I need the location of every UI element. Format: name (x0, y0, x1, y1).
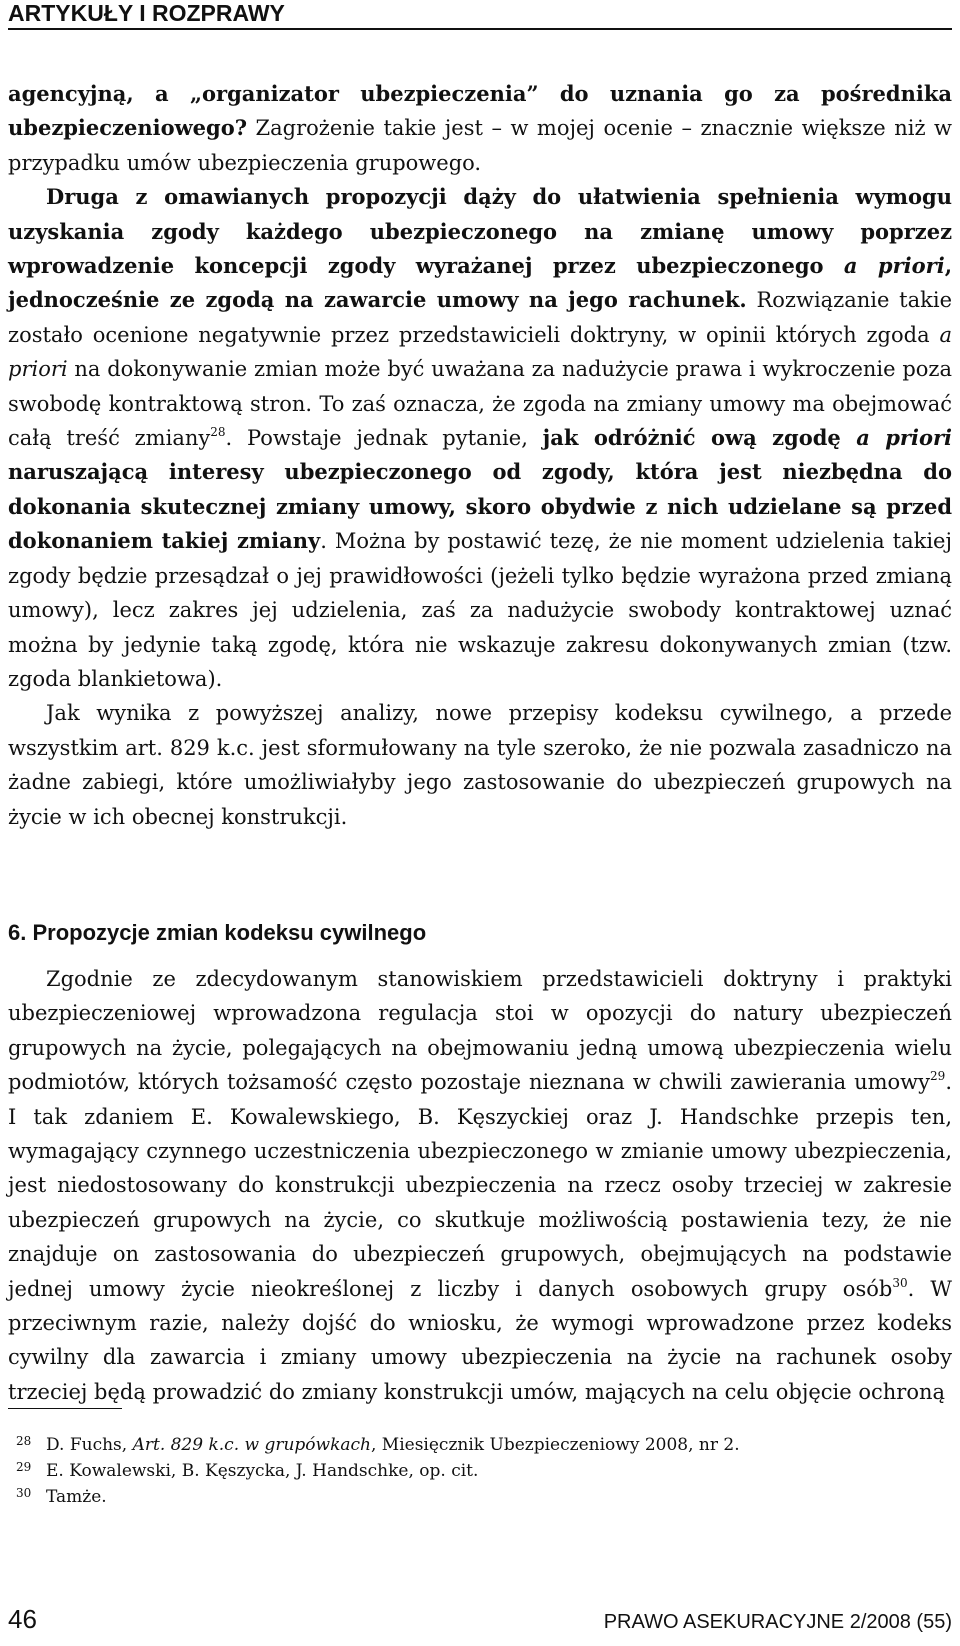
footnote-number: 30 (16, 1486, 32, 1500)
footnote-text-plain: Tamże. (46, 1487, 107, 1507)
bold-text: jak odróżnić ową zgodę (542, 425, 857, 451)
footnote-ref[interactable]: 30 (892, 1275, 908, 1290)
footnote (8, 1432, 952, 1458)
footnote (8, 1458, 952, 1484)
footnote-number: 28 (16, 1434, 32, 1448)
paragraph (8, 77, 952, 180)
body-text-bottom (8, 962, 952, 1409)
bold-italic-text: a priori (856, 425, 952, 451)
text: . Powstaje jednak pytanie, (225, 426, 543, 451)
footnote-number: 29 (16, 1460, 32, 1474)
paragraph (8, 180, 952, 696)
footnote-text-plain: E. Kowalewski, B. Kęszycka, J. Handschke, op. cit. (46, 1461, 479, 1481)
footnote-text-plain: , Miesięcznik Ubezpieczeniowy 2008, nr 2. (371, 1435, 740, 1455)
text: . I tak zdaniem E. Kowalewskiego, B. Kęszyckiej oraz J. Handschke przepis ten, wymagający czynnego uczestniczenia ubezpieczonego w zmianie umowy ubezpieczenia, jest niedostosowany do konstrukcji ubezpieczenia na rzecz osoby trzeciej w zakresie ubezpieczeń grupowych na życie, co skutkuje możliwością postawienia tezy, że nie znajduje on zastosowania do ubezpieczeń grupowych, obejmujących na podstawie jednej umowy życie nieokreślonej z liczby i danych osobowych grupy osób (8, 1070, 952, 1301)
text: . Można by postawić tezę, że nie moment udzielenia takiej zgody będzie przesądzał o jej prawidłowości (jeżeli tylko będzie wyrażona przed zmianą umowy), lecz zakres jej udzielenia, zaś za nadużycie swobody kontraktowej uznać można by jedynie taką zgodę, która nie wskazuje zakresu dokonywanych zmian (tzw. zgoda blankietowa). (8, 529, 952, 691)
footnote-text (46, 1484, 952, 1510)
footnote-text-italic: Art. 829 k.c. w grupówkach (132, 1435, 371, 1455)
section-heading: 6. Propozycje zmian kodeksu cywilnego (8, 920, 427, 945)
footnote-ref[interactable]: 29 (930, 1069, 946, 1084)
bold-text: agencyjną, a „organizator ubezpieczenia” do uznania go za pośrednika ubezpieczeniowego? (8, 81, 952, 141)
text: Rozwiązanie takie zostało ocenione negatywnie przez przedstawicieli doktryny, w opinii których zgoda (8, 288, 952, 347)
footnotes (8, 1432, 952, 1510)
bold-text: , jednocześnie ze zgodą na zawarcie umowy na jego rachunek. (8, 253, 952, 313)
paragraph (8, 696, 952, 834)
italic-text: a priori (8, 322, 952, 382)
text: Zgodnie ze zdecydowanym stanowiskiem przedstawicieli doktryny i praktyki ubezpieczeniowej wprowadzona regulacja stoi w opozycji do natury ubezpieczeń grupowych na życie, polegających na obejmowaniu jedną umową ubezpieczenia wielu podmiotów, których tożsamość często pozostaje nieznana w chwili zawierania umowy (8, 967, 952, 1095)
footnote-text (46, 1432, 952, 1458)
page-number: 46 (8, 1604, 37, 1634)
body-text-top (8, 77, 952, 834)
paragraph (8, 962, 952, 1409)
running-header: ARTYKUŁY I ROZPRAWY (8, 0, 952, 30)
journal-name: PRAWO ASEKURACYJNE 2/2008 (55) (603, 1611, 952, 1633)
text: na dokonywanie zmian może być uważana za nadużycie prawa i wykroczenie poza swobodę kontraktową stron. To zaś oznacza, że zgoda na zmiany umowy ma obejmować całą treść zmiany (8, 357, 952, 451)
bold-text: Druga z omawianych propozycji dąży do ułatwienia spełnienia wymogu uzyskania zgody każdego ubezpieczonego na zmianę umowy poprzez wprowadzenie koncepcji zgody wyrażanej przez ubezpieczonego (8, 184, 952, 279)
footnote-divider (8, 1408, 122, 1409)
footnote-ref[interactable]: 28 (210, 425, 226, 440)
footnote-text-plain: D. Fuchs, (46, 1435, 133, 1455)
bold-text: naruszającą interesy ubezpieczonego od zgody, która jest niezbędna do dokonania skutecznej zmiany umowy, skoro obydwie z nich udzielane są przed dokonaniem takiej zmiany (8, 459, 952, 554)
footnote-text (46, 1458, 952, 1484)
text: Zagrożenie takie jest – w mojej ocenie – znacznie większe niż w przypadku umów ubezpieczenia grupowego. (8, 116, 952, 175)
footnote (8, 1484, 952, 1510)
text: Jak wynika z powyższej analizy, nowe przepisy kodeksu cywilnego, a przede wszystkim art. 829 k.c. jest sformułowany na tyle szeroko, że nie pozwala zasadniczo na żadne zabiegi, które umożliwiałyby jego zastosowanie do ubezpieczeń grupowych na życie w ich obecnej konstrukcji. (8, 701, 952, 829)
bold-italic-text: a priori (843, 253, 945, 279)
text: . W przeciwnym razie, należy dojść do wniosku, że wymogi wprowadzone przez kodeks cywilny dla zawarcia i zmiany umowy ubezpieczenia na życie na rachunek osoby trzeciej będą prowadzić do zmiany konstrukcji umów, mających na celu objęcie ochroną (8, 1276, 953, 1404)
page-footer (8, 1604, 952, 1635)
